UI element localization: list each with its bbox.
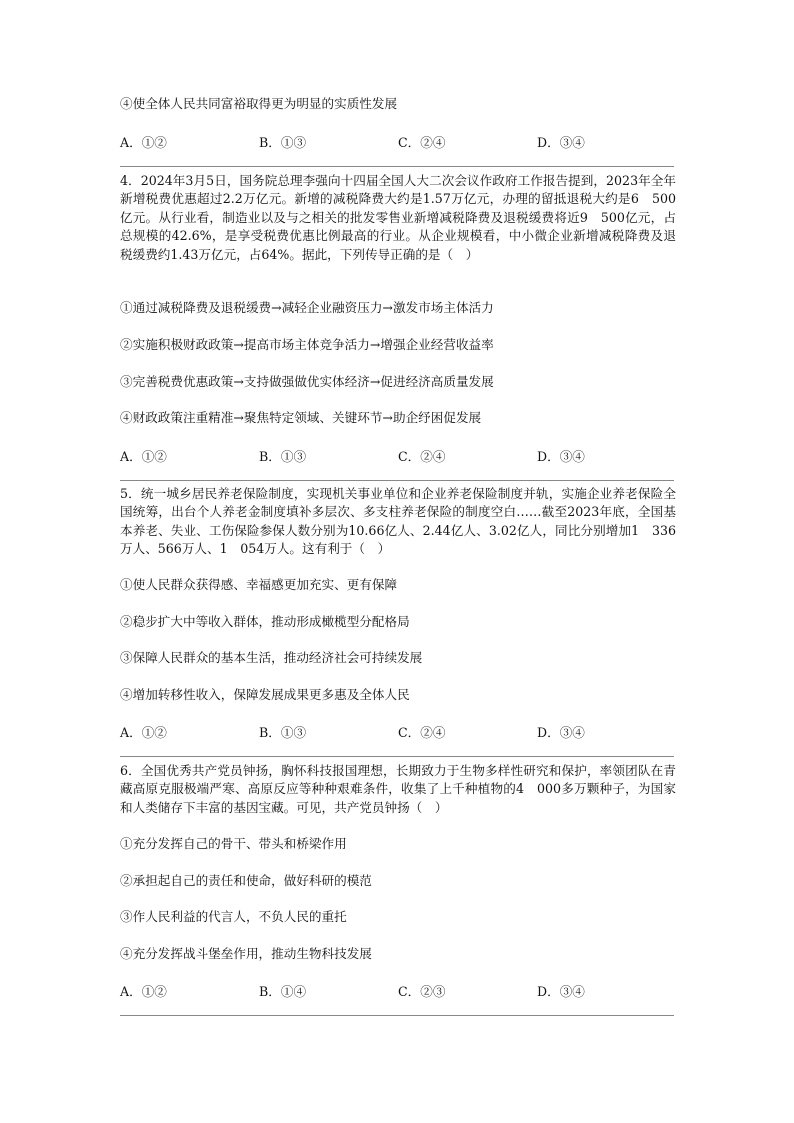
q6-option-4: ④充分发挥战斗堡垒作用，推动生物科技发展: [120, 946, 372, 961]
q5-choice-c[interactable]: C．②④: [398, 725, 446, 740]
q6-choice-b[interactable]: B．①④: [259, 984, 307, 999]
divider-q5: [120, 756, 674, 757]
q6-choice-d[interactable]: D．③④: [537, 984, 585, 999]
q5-choice-a[interactable]: A．①②: [120, 725, 167, 740]
q4-choice-a[interactable]: A．①②: [120, 449, 167, 464]
q4-choices: [120, 447, 680, 467]
q4-choice-d[interactable]: D．③④: [537, 449, 585, 464]
q6-stem: 6．全国优秀共产党员钟扬，胸怀科技报国理想，长期致力于生物多样性研究和保护，率领团队在青藏高原克服极端严寒、高原反应等种种艰难条件，收集了上千种植物的4 000多万颗种子，为国家和人类储存下丰富的基因宝藏。可见，共产党员钟扬（ ）: [120, 763, 676, 815]
q4-option-3: ③完善税费优惠政策→支持做强做优实体经济→促进经济高质量发展: [120, 374, 494, 389]
q6-option-3: ③作人民利益的代言人，不负人民的重托: [120, 909, 347, 924]
q4-choice-b[interactable]: B．①③: [259, 449, 307, 464]
q5-stem: 5．统一城乡居民养老保险制度，实现机关事业单位和企业养老保险制度并轨，实施企业养老保险全国统筹，出台个人养老金制度填补多层次、多支柱养老保险的制度空白……截至2023年底，全国基本养老、失业、工伤保险参保人数分别为10.66亿人、2.44亿人、3.02亿人，同比分别增加1 336万人、566万人、1 054万人。这有利于（ ）: [120, 486, 676, 557]
q6-choices: [120, 982, 680, 1002]
q6-choice-c[interactable]: C．②③: [398, 984, 446, 999]
divider-q6: [120, 1015, 674, 1016]
q3-choice-d[interactable]: D．③④: [537, 135, 585, 150]
q6-choice-a[interactable]: A．①②: [120, 984, 167, 999]
q6-option-1: ①充分发挥自己的骨干、带头和桥梁作用: [120, 836, 347, 851]
q3-choice-b[interactable]: B．①③: [259, 135, 307, 150]
divider-q4: [120, 480, 674, 481]
q5-option-3: ③保障人民群众的基本生活，推动经济社会可持续发展: [120, 650, 423, 665]
q4-option-2: ②实施积极财政政策→提高市场主体竞争活力→增强企业经营收益率: [120, 337, 494, 352]
q3-choices: [120, 133, 680, 153]
q5-choice-d[interactable]: D．③④: [537, 725, 585, 740]
divider-q3: [120, 166, 674, 167]
q6-option-2: ②承担起自己的责任和使命，做好科研的模范: [120, 873, 372, 888]
q5-option-2: ②稳步扩大中等收入群体，推动形成橄榄型分配格局: [120, 614, 410, 629]
q5-choice-b[interactable]: B．①③: [259, 725, 307, 740]
q5-option-4: ④增加转移性收入，保障发展成果更多惠及全体人民: [120, 687, 410, 702]
q4-choice-c[interactable]: C．②④: [398, 449, 446, 464]
q5-option-1: ①使人民群众获得感、幸福感更加充实、更有保障: [120, 577, 398, 592]
q5-choices: [120, 723, 680, 743]
q4-stem: 4．2024年3月5日，国务院总理李强向十四届全国人大二次会议作政府工作报告提到，2023年全年新增税费优惠超过2.2万亿元。新增的减税降费大约是1.57万亿元，办理的留抵退税大约是6 500亿元。从行业看，制造业以及与之相关的批发零售业新增减税降费及退税缓费将近9 500亿元，占总规模的42.6%，是享受税费优惠比例最高的行业。从企业规模看，中小微企业新增减税降费及退税缓费约1.43万亿元，占64%。据此，下列传导正确的是（ ）: [120, 173, 676, 262]
q3-choice-c[interactable]: C．②④: [398, 135, 446, 150]
q4-option-4: ④财政政策注重精准→聚焦特定领域、关键环节→助企纾困促发展: [120, 410, 482, 425]
q4-option-1: ①通过减税降费及退税缓费→减轻企业融资压力→激发市场主体活力: [120, 300, 494, 315]
q3-option-4: ④使全体人民共同富裕取得更为明显的实质性发展: [120, 96, 398, 111]
q3-choice-a[interactable]: A．①②: [120, 135, 167, 150]
